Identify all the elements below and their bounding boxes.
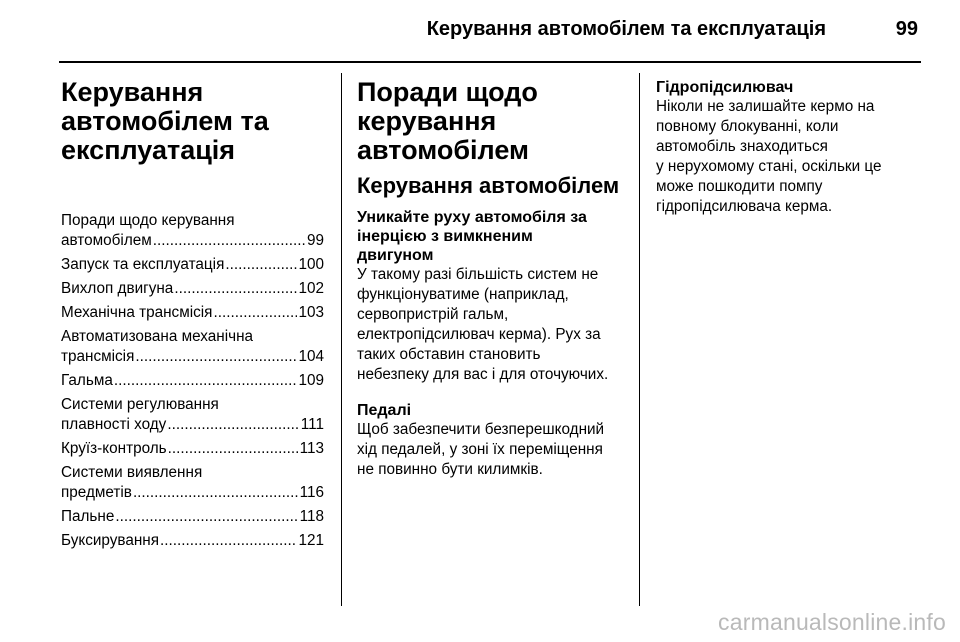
text-line: автомобіль знаходиться <box>656 138 828 155</box>
toc-leader-dots <box>174 279 297 299</box>
toc-entry-page: 121 <box>298 532 324 549</box>
toc-entry[interactable] <box>61 255 324 275</box>
toc-entry[interactable] <box>61 371 324 391</box>
toc-entry-page: 109 <box>298 372 324 389</box>
toc-entry-label: Запуск та експлуатація <box>61 256 225 273</box>
toc-leader-dots <box>135 347 297 367</box>
toc-entry-row <box>61 255 324 275</box>
section-title-line: Поради щодо <box>357 77 538 107</box>
toc-entry-row <box>61 231 324 251</box>
toc-entry-label-line1: Системи регулювання <box>61 396 219 413</box>
toc-entry[interactable] <box>61 507 324 527</box>
toc-entry-label: автомобілем <box>61 232 152 249</box>
toc-leader-dots <box>133 483 299 503</box>
chapter-title-line: Керування <box>61 77 204 107</box>
toc-entry-page: 100 <box>298 256 324 273</box>
column-divider-left <box>341 73 342 606</box>
chapter-title-line: експлуатація <box>61 135 236 165</box>
section-subtitle: Керування автомобілем <box>357 173 620 198</box>
toc-entry-label: предметів <box>61 484 132 501</box>
toc-entry-row <box>61 279 324 299</box>
heading-line: інерцією з вимкненим <box>357 228 533 245</box>
toc-entry-label: Гальма <box>61 372 113 389</box>
page-number: 99 <box>895 18 918 40</box>
coasting-text <box>357 265 629 385</box>
toc-leader-dots <box>160 531 297 551</box>
text-line: може пошкодити помпу <box>656 178 823 195</box>
toc-entry-label: трансмісія <box>61 348 135 365</box>
toc-entry[interactable] <box>61 279 324 299</box>
text-line: Ніколи не залишайте кермо на <box>656 98 875 115</box>
toc-leader-dots <box>168 439 299 459</box>
toc-entry-row <box>61 347 324 367</box>
chapter-column <box>61 78 324 555</box>
toc-entry[interactable] <box>61 303 324 323</box>
table-of-contents <box>61 211 324 551</box>
text-line: небезпеку для вас і для оточуючих. <box>357 366 609 383</box>
toc-entry-row <box>61 415 324 435</box>
toc-entry-page: 104 <box>298 348 324 365</box>
toc-entry-row <box>61 507 324 527</box>
text-line: не повинно бути килимків. <box>357 461 543 478</box>
text-line: У такому разі більшість систем не <box>357 266 599 283</box>
toc-entry-label: Вихлоп двигуна <box>61 280 174 297</box>
toc-entry[interactable] <box>61 439 324 459</box>
toc-leader-dots <box>225 255 297 275</box>
text-line: повному блокуванні, коли <box>656 118 839 135</box>
toc-entry-label-line1: Автоматизована механічна <box>61 328 254 345</box>
toc-entry-label-line1: Поради щодо керування <box>61 212 235 229</box>
steering-column <box>656 78 920 217</box>
toc-entry-page: 111 <box>300 416 324 433</box>
pedals-heading: Педалі <box>357 402 412 419</box>
toc-entry-label: Круїз-контроль <box>61 440 167 457</box>
toc-entry-row <box>61 531 324 551</box>
toc-entry-row <box>61 483 324 503</box>
text-line: гідропідсилювача керма. <box>656 198 833 215</box>
toc-entry-label: Буксирування <box>61 532 160 549</box>
toc-entry-page: 103 <box>298 304 324 321</box>
header-rule <box>59 61 921 63</box>
toc-entry-row <box>61 371 324 391</box>
header-title: Керування автомобілем та експлуатація <box>426 18 826 40</box>
text-line: сервопристрій гальм, <box>357 306 509 323</box>
heading-line: двигуном <box>357 247 434 264</box>
toc-entry[interactable] <box>61 327 324 367</box>
text-line: функціонуватиме (наприклад, <box>357 286 569 303</box>
column-divider-right <box>639 73 640 606</box>
toc-leader-dots <box>153 231 306 251</box>
section-title-line: керування <box>357 106 497 136</box>
text-line: у нерухомому стані, оскільки це <box>656 158 882 175</box>
toc-leader-dots <box>213 303 297 323</box>
toc-entry-row <box>61 439 324 459</box>
toc-entry-page: 102 <box>298 280 324 297</box>
section-title-line: автомобілем <box>357 135 529 165</box>
toc-entry-label-line1: Системи виявлення <box>61 464 203 481</box>
toc-entry-page: 113 <box>299 440 324 457</box>
section-column <box>357 78 629 480</box>
toc-entry-row <box>61 303 324 323</box>
toc-entry-page: 116 <box>299 484 324 501</box>
chapter-title-line: автомобілем та <box>61 106 269 136</box>
toc-entry[interactable] <box>61 395 324 435</box>
toc-leader-dots <box>167 415 299 435</box>
power-steering-text <box>656 97 920 217</box>
toc-entry-label: плавності ходу <box>61 416 167 433</box>
toc-entry-label: Механічна трансмісія <box>61 304 213 321</box>
toc-leader-dots <box>115 507 298 527</box>
toc-entry-page: 118 <box>299 508 324 525</box>
power-steering-heading: Гідропідсилювач <box>656 79 794 96</box>
watermark: carmanualsonline.info <box>718 609 946 635</box>
text-line: хід педалей, у зоні їх переміщення <box>357 441 603 458</box>
coasting-heading <box>357 208 629 265</box>
heading-line: Уникайте руху автомобіля за <box>357 209 587 226</box>
pedals-text <box>357 420 629 480</box>
text-line: таких обставин становить <box>357 346 541 363</box>
section-title <box>357 78 629 165</box>
text-line: Щоб забезпечити безперешкодний <box>357 421 605 438</box>
toc-entry-page: 99 <box>306 232 324 249</box>
toc-entry-label: Пальне <box>61 508 115 525</box>
toc-entry[interactable] <box>61 463 324 503</box>
toc-entry[interactable] <box>61 211 324 251</box>
toc-entry[interactable] <box>61 531 324 551</box>
text-line: електропідсилювач керма). Рух за <box>357 326 601 343</box>
toc-leader-dots <box>114 371 298 391</box>
chapter-title <box>61 78 324 165</box>
